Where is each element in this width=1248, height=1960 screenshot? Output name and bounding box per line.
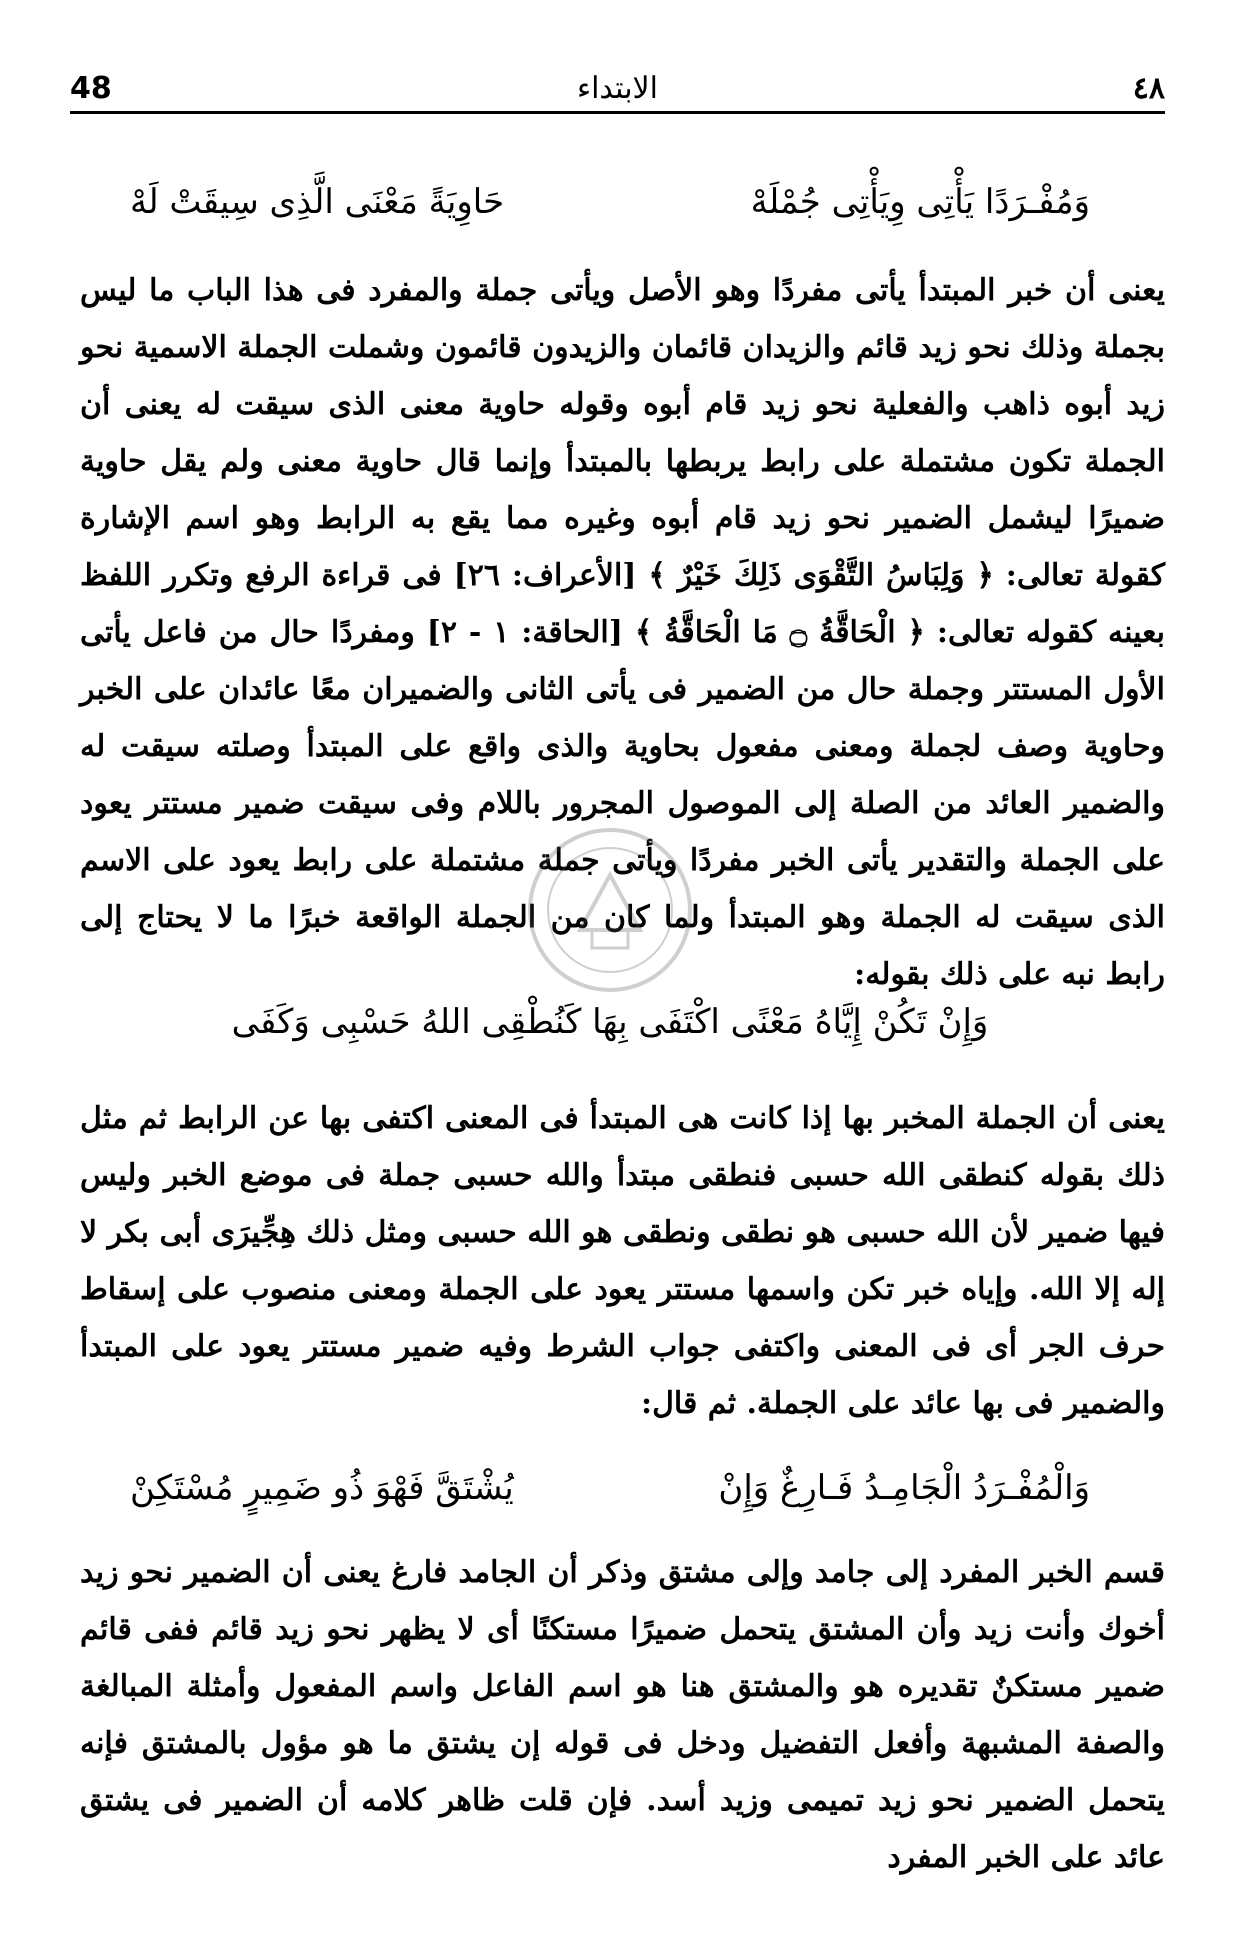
header-rule [70,111,1165,114]
verse-1-hemistich-right: وَمُفْـرَدًا يَأْتِى وِيَأْتِى جُمْلَهْ [750,182,1090,222]
verse-2-text: وَإِنْ تَكُنْ إِيَّاهُ مَعْنًى اكْتَفَى بِهَا كَنُطْقِى اللهُ حَسْبِى وَكَفَى [231,1002,989,1042]
verse-3-hemistich-right: وَالْمُفْـرَدُ الْجَامِـدُ فَـارِغٌ وَإِنْ [718,1468,1090,1508]
verse-1-hemistich-left: حَاوِيَةً مَعْنَى الَّذِى سِيقَتْ لَهْ [130,182,505,222]
library-seal-watermark [520,820,700,1000]
verse-3 [130,1458,1090,1518]
page-header [70,70,1165,114]
commentary-paragraph-1: يعنى أن خبر المبتدأ يأتى مفردًا وهو الأصل ويأتى جملة والمفرد فى هذا الباب ما ليس بجملة وذلك نحو زيد قائم والزيدان قائمان والزيدون قائمون وشملت الجملة الاسمية نحو زيد أبوه ذاهب والفعلية نحو زيد قام أبوه وقوله حاوية معنى الذى سيقت له يعنى أن الجملة تكون مشتملة على رابط يربطها بالمبتدأ وإنما قال حاوية معنى ولم يقل حاوية ضميرًا ليشمل الضمير نحو زيد قام أبوه وغيره مما يقع به الرابط وهو اسم الإشارة كقولة تعالى: ﴿ وَلِبَاسُ التَّقْوَى ذَلِكَ خَيْرٌ ﴾ [الأعراف: ٢٦] فى قراءة الرفع وتكرر اللفظ بعينه كقوله تعالى: ﴿ الْحَاقَّةُ ۝ مَا الْحَاقَّةُ ﴾ [الحاقة: ١ - ٢] ومفردًا حال من فاعل يأتى الأول المستتر وجملة حال من الضمير فى يأتى الثانى والضميران معًا عائدان على الخبر وحاوية وصف لجملة ومعنى مفعول بحاوية والذى واقع على المبتدأ وصلته سيقت له والضمير العائد من الصلة إلى الموصول المجرور باللام وفى سيقت ضمير مستتر يعود على الجملة والتقدير يأتى الخبر مفردًا ويأتى جملة مشتملة على رابط يعود على الاسم الذى سيقت له الجملة وهو المبتدأ ولما كان من الجملة الواقعة خبرًا ما لا يحتاج إلى رابط نبه على ذلك بقوله: [80,273,1166,992]
running-title: الابتداء [576,71,659,106]
commentary-paragraph-3: قسم الخبر المفرد إلى جامد وإلى مشتق وذكر أن الجامد فارغ يعنى أن الضمير نحو زيد أخوك وأنت زيد وأن المشتق يتحمل ضميرًا مستكنًا أى لا يظهر نحو زيد قائم ففى قائم ضمير مستكنٌ تقديره هو والمشتق هنا هو اسم الفاعل واسم المفعول وأمثلة المبالغة والصفة المشبهة وأفعل التفضيل ودخل فى قوله إن يشتق ما هو مؤول بالمشتق فإنه يتحمل الضمير نحو زيد تميمى وزيد أسد. فإن قلت ظاهر كلامه أن الضمير فى يشتق عائد على الخبر المفرد [80,1555,1165,1875]
commentary-paragraph-2: يعنى أن الجملة المخبر بها إذا كانت هى المبتدأ فى المعنى اكتفى بها عن الرابط ثم مثل ذلك بقوله كنطقى الله حسبى فنطقى مبتدأ والله حسبى جملة فى موضع الخبر وليس فيها ضمير لأن الله حسبى هو نطقى ونطقى هو الله حسبى ومثل ذلك هِجِّيرَى أبى بكر لا إله إلا الله. وإياه خبر تكن واسمها مستتر يعود على الجملة ومعنى منصوب على إسقاط حرف الجر أى فى المعنى واكتفى جواب الشرط وفيه ضمير مستتر يعود على المبتدأ والضمير فى بها عائد على الجملة. ثم قال: [80,1101,1165,1421]
verse-1 [130,172,1090,232]
verse-2 [130,992,1090,1052]
page-number-latin: 48 [70,71,112,106]
page-number-arabic: ٤٨ [1132,71,1165,106]
verse-3-hemistich-left: يُشْتَقَّ فَهْوَ ذُو ضَمِيرٍ مُسْتَكِنْ [130,1468,514,1508]
